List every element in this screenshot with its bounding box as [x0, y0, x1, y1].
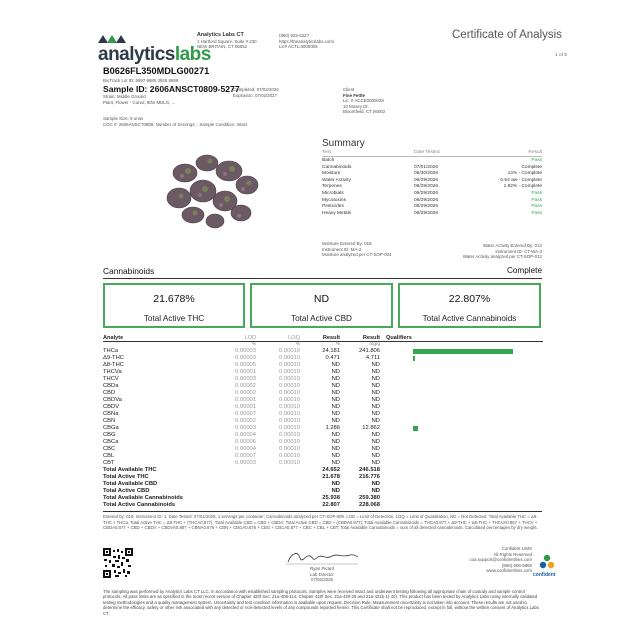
summary-col-test: Test — [322, 150, 331, 155]
analyte-name: CBN — [103, 418, 116, 424]
kpi-label: Total Active Cannabinoids — [422, 314, 517, 323]
summary-result: 0.54 aw - Complete — [500, 177, 542, 183]
analyte-loq: 0.00010 — [279, 348, 300, 354]
analyte-lod: 0.00007 — [235, 453, 256, 459]
summary-col-result: Result — [528, 150, 542, 155]
analyte-result-mg: ND — [371, 453, 380, 459]
sample-meta — [103, 94, 175, 105]
analyte-loq: 0.00010 — [279, 383, 300, 389]
water-entered-by: Water Activity Entered By: 012 — [482, 243, 542, 248]
analyte-row — [103, 453, 543, 460]
analyte-lod: 0.00002 — [235, 390, 256, 396]
total-result-mg: ND — [371, 481, 380, 487]
summary-test: Cannabinoids — [322, 164, 352, 170]
analyte-name: CBGa — [103, 425, 119, 431]
lab-address-line2: NEW BRITAIN, CT 06052 — [197, 44, 248, 50]
analyte-result-mg: ND — [371, 439, 380, 445]
summary-test: Mycotoxins — [322, 197, 346, 203]
analyte-lod: 0.00003 — [235, 376, 256, 382]
analyte-row — [103, 355, 543, 362]
support-phone: (866) 506-5866 — [501, 562, 532, 568]
total-name: Total Active CBD — [103, 488, 150, 494]
summary-row — [322, 204, 542, 211]
analyte-loq: 0.00010 — [279, 460, 300, 466]
brand-logo: analyticslabs — [98, 44, 211, 65]
summary-row — [322, 191, 542, 198]
analyte-result-pct: 24.181 — [322, 348, 340, 354]
analyte-loq: 0.00010 — [279, 390, 300, 396]
kpi-value: ND — [313, 293, 330, 305]
analyte-loq: 0.00010 — [279, 362, 300, 368]
analyte-result-mg: ND — [371, 397, 380, 403]
analyte-row — [103, 446, 543, 453]
total-row — [103, 467, 543, 474]
summary-col-date: Date Tested — [414, 150, 440, 155]
signer-name: Ryan Picard — [310, 566, 334, 571]
total-result-pct: 25.938 — [322, 495, 340, 501]
summary-result: Pass — [531, 210, 542, 216]
total-name: Total Available CBD — [103, 481, 158, 487]
analyte-result-pct: ND — [331, 453, 340, 459]
strain: Strain: Middle Ground — [103, 94, 146, 99]
analyte-result-pct: ND — [331, 446, 340, 452]
expiration-date: Expiration: 07/02/2027 — [233, 92, 277, 98]
moisture-entered-by: Moisture Entered By: 018 — [322, 241, 372, 246]
analyte-loq: 0.00010 — [279, 411, 300, 417]
client-address1: 10 Mosey Dr. — [343, 103, 369, 109]
analyte-loq: 0.00010 — [279, 369, 300, 375]
moisture-method: Moisture analyzed per CT-SOP-004 — [322, 252, 392, 258]
analyte-lod: 0.00003 — [235, 425, 256, 431]
kpi-total-active-cannabinoids — [398, 283, 541, 328]
total-row — [103, 474, 543, 481]
lab-phone: (860) 925-5227 — [279, 33, 310, 38]
col-analyte: Analyte — [103, 335, 124, 341]
total-row — [103, 495, 543, 502]
total-result-pct: 21.678 — [322, 474, 340, 480]
total-result-pct: ND — [331, 481, 340, 487]
unit-result-mg: mg/g — [369, 342, 380, 347]
summary-date: 06/29/2026 — [414, 184, 439, 190]
col-result-pct: Result — [322, 335, 340, 341]
analyte-loq: 0.00010 — [279, 376, 300, 382]
analyte-row — [103, 390, 543, 397]
lab-info — [197, 33, 257, 50]
summary-test: Microbials — [322, 190, 344, 196]
analyte-row — [103, 432, 543, 439]
analyte-name: CBDV — [103, 404, 120, 410]
total-row — [103, 502, 543, 509]
analyte-table — [103, 335, 543, 509]
analyte-result-mg: 241.806 — [359, 348, 380, 354]
lab-license: Lic# ACTL.0000005 — [279, 44, 318, 50]
analyte-result-mg: ND — [371, 390, 380, 396]
analyte-result-mg: 4.711 — [365, 355, 380, 361]
total-name: Total Available Cannabinoids — [103, 495, 183, 501]
analyte-loq: 0.00010 — [279, 432, 300, 438]
total-result-pct: ND — [331, 488, 340, 494]
analyte-name: THCV — [103, 376, 119, 382]
total-row — [103, 481, 543, 488]
analyte-name: THCa — [103, 348, 119, 354]
biotrack-lot-id: BioTrack Lot ID: 5897 9985 3845 8689 — [103, 78, 179, 83]
total-row — [103, 488, 543, 495]
confident-website[interactable]: www.confidentlims.com — [486, 568, 532, 574]
analyte-lod: 0.00001 — [235, 369, 256, 375]
analyte-result-mg: ND — [371, 383, 380, 389]
col-qualifiers: Qualifiers — [386, 335, 412, 341]
moisture-note — [322, 241, 392, 258]
analyte-name: CBC — [103, 446, 116, 452]
analyte-result-mg: ND — [371, 418, 380, 424]
summary-date: 06/29/2026 — [414, 210, 439, 216]
analyte-result-pct: ND — [331, 418, 340, 424]
kpi-value: 21.678% — [153, 293, 195, 305]
col-loq: LOQ — [288, 335, 300, 341]
analyte-row — [103, 383, 543, 390]
summary-date: 06/29/2026 — [414, 197, 439, 203]
client-label: Client — [343, 87, 355, 92]
analyte-row — [103, 362, 543, 369]
lab-website[interactable]: https://theanalyticslabs.com/ — [279, 38, 335, 44]
moisture-instrument: Instrument ID: MA-2 — [322, 246, 362, 252]
analyte-result-pct: ND — [331, 390, 340, 396]
summary-header — [322, 150, 542, 157]
kpi-label: Total Active THC — [143, 314, 205, 323]
analyte-result-mg: ND — [371, 362, 380, 368]
analyte-row — [103, 369, 543, 376]
cannabinoids-title: Cannabinoids — [103, 266, 155, 276]
analyte-name: Δ9-THC — [103, 355, 124, 361]
document-title: Certificate of Analysis — [452, 29, 562, 41]
summary-test: Pesticides — [322, 204, 344, 210]
water-activity-note — [420, 243, 542, 260]
lab-name: Analytics Labs CT — [197, 32, 244, 38]
analyte-name: CBG — [103, 432, 116, 438]
analyte-name: CBDVa — [103, 397, 122, 403]
analyte-lod: 0.00004 — [235, 446, 256, 452]
footnote-divider — [103, 511, 542, 512]
water-method: Water Activity analyzed per CT-SOP-012 — [462, 254, 542, 260]
analyte-result-mg: ND — [371, 432, 380, 438]
page-number: 1 of 5 — [555, 53, 568, 58]
sample-id: Sample ID: 2606ANSCT0809-5277 — [103, 84, 240, 94]
analyte-result-pct: ND — [331, 369, 340, 375]
summary-row — [322, 171, 542, 178]
analyte-name: CBDa — [103, 383, 119, 389]
analyte-result-pct: ND — [331, 404, 340, 410]
sample-dates — [233, 87, 279, 98]
analyte-result-mg: ND — [371, 446, 380, 452]
analyte-row — [103, 418, 543, 425]
analyte-loq: 0.00010 — [279, 355, 300, 361]
analyte-loq: 0.00010 — [279, 418, 300, 424]
qr-code-icon[interactable] — [103, 548, 133, 578]
analyte-row — [103, 348, 543, 355]
analyte-loq: 0.00010 — [279, 425, 300, 431]
analyte-lod: 0.00006 — [235, 439, 256, 445]
analyte-lod: 0.00002 — [235, 383, 256, 389]
total-name: Total Available THC — [103, 467, 157, 473]
analyte-loq: 0.00010 — [279, 439, 300, 445]
analyte-row — [103, 439, 543, 446]
analyte-result-pct: ND — [331, 397, 340, 403]
analyte-result-pct: 0.471 — [325, 355, 340, 361]
analyte-lod: 0.00005 — [235, 362, 256, 368]
analyte-bar — [413, 426, 418, 431]
analyte-name: Δ8-THC — [103, 362, 124, 368]
analyte-result-mg: ND — [371, 369, 380, 375]
client-address2: Bloomfield, CT 06002 — [343, 109, 386, 115]
sample-photo — [155, 143, 275, 235]
signature-image — [282, 548, 362, 566]
signer-title: Lab Director — [310, 571, 334, 577]
analyte-lod: 0.00004 — [235, 432, 256, 438]
total-name: Total Active Cannabinoids — [103, 502, 176, 508]
kpi-label: Total Active CBD — [291, 314, 352, 323]
client-block — [343, 87, 385, 115]
summary-result: 1.82% - Complete — [503, 184, 542, 190]
total-result-pct: 24.652 — [322, 467, 340, 473]
analyte-row — [103, 376, 543, 383]
analyte-name: THCVa — [103, 369, 122, 375]
summary-date: 06/29/2026 — [414, 190, 439, 196]
kpi-value: 22.807% — [448, 293, 491, 305]
summary-test: Heavy Metals — [322, 210, 352, 216]
analyte-result-pct: ND — [331, 411, 340, 417]
total-result-pct: 22.807 — [322, 502, 340, 508]
analyte-result-pct: ND — [331, 376, 340, 382]
summary-result: Pass — [531, 204, 542, 210]
analyte-lod: 0.00001 — [235, 404, 256, 410]
analyte-result-mg: ND — [371, 460, 380, 466]
analyte-result-pct: ND — [331, 432, 340, 438]
summary-date: 06/30/2026 — [414, 171, 439, 177]
analyte-row — [103, 425, 543, 432]
summary-test: Terpenes — [322, 184, 342, 190]
summary-result: Pass — [531, 190, 542, 196]
completed-date: Completed: 07/02/2026 — [233, 87, 279, 92]
lab-address-line1: 1 Hartford Square, Suite # 230 — [197, 38, 257, 44]
total-result-mg: 228.068 — [359, 502, 380, 508]
analyte-row — [103, 404, 543, 411]
analyte-bar — [413, 356, 415, 361]
section-divider — [103, 278, 542, 279]
signer-date: 07/02/2026 — [311, 577, 333, 583]
total-result-mg: ND — [371, 488, 380, 494]
summary-result: Pass — [531, 158, 542, 163]
summary-row — [322, 158, 542, 165]
disclaimer: The sampling was performed by Analytics Labs CT LLC, in accordance with established sampling protocols. Samples were received intact and underwent testing following all appropriate chain of custody and sample control protocols. All pass limits are as specified in the most recent version of Chapter 420f Sec. 21a-408-114, Chapter 420f Sec. 21a-420-29 and 21a-421b-1(-40). This product has been tested by Analytics Labs using internally validated testing methodologies and a quality management system. Uncertainty and test condition information is available upon request. Decision Rule: Measurement uncertainty is not taken into account. These results are not used to determine the efficacy, safety or other risk associated with any detected or non-detected levels of any compounds reported herein. This Certificate shall not be reproduced, except in full, without the written consent of Analytics Labs CT. — [103, 589, 539, 616]
summary-date: 06/29/2026 — [414, 177, 439, 183]
analyte-table-header — [103, 335, 543, 342]
summary-row — [322, 184, 542, 191]
analyte-name: CBCa — [103, 439, 119, 445]
summary-row — [322, 211, 542, 218]
summary-date: 06/29/2026 — [414, 204, 439, 210]
matrix: Plant, Flower - Cured, 8ths MDLG, ... — [103, 99, 176, 105]
batch-code: B0626FL350MDLG00271 — [103, 66, 210, 76]
analyte-name: CBT — [103, 460, 115, 466]
summary-title: Summary — [322, 138, 365, 149]
confident-logo-icon — [538, 553, 556, 571]
confident-name: Confident LIMS — [501, 546, 532, 551]
kpi-total-active-cbd — [250, 283, 393, 328]
summary-table — [322, 150, 542, 217]
analyte-result-mg: ND — [371, 411, 380, 417]
total-result-mg: 216.776 — [359, 474, 380, 480]
analyte-loq: 0.00010 — [279, 404, 300, 410]
analyte-row — [103, 397, 543, 404]
summary-date: 07/01/2026 — [414, 164, 439, 170]
total-result-mg: 259.380 — [359, 495, 380, 501]
kpi-total-active-thc — [103, 283, 245, 328]
sample-size: Sample Size: 9 units — [103, 116, 144, 121]
col-result-mg: Result — [362, 335, 380, 341]
signer-block — [282, 566, 362, 583]
analyte-lod: 0.00003 — [235, 348, 256, 354]
analyte-result-pct: ND — [331, 383, 340, 389]
analyte-name: CBL — [103, 453, 115, 459]
analyte-lod: 0.00002 — [235, 418, 256, 424]
analyte-result-mg: 12.862 — [362, 425, 380, 431]
analyte-result-pct: 1.286 — [325, 425, 340, 431]
analyte-name: CBNa — [103, 411, 119, 417]
summary-date — [414, 158, 474, 165]
analyte-row — [103, 411, 543, 418]
total-result-mg: 246.518 — [359, 467, 380, 473]
cannabinoid-footnote: Entered by: 019; Instrument ID: 1; Date Tested: 07/01/2026; 1 servings per container; Cannabinoids analyzed per CT-SOP-009. LOD = Limit of Detection, LOQ = Limit of Quantitation, ND = Not Detected. Total Available THC = Δ9-THC + THCa, Total Active THC = Δ9-THC + (THCA0.877); Total Available CBD = CBD + CBDA; Total Active CBD = CBD + (CBDA0.877); Total Available Cannabinoids = THCA0.877 + Δ9-THC + Δ8-THC + THCVA0.867 + THCV + CBDA0.877 + CBD + CBDV + CBDVA0.867 + CBNA0.876 + CBN + CBGA0.878 + CBG + CBCA0.877 + CBC + CBL + CBT; Total Available Cannabinoids = sum of all detected cannabinoids. Calculated percentages by dry weight. — [103, 514, 538, 530]
analyte-loq: 0.00010 — [279, 397, 300, 403]
summary-test: Batch — [322, 158, 335, 163]
col-lod: LOD — [244, 335, 256, 341]
analyte-row — [103, 460, 543, 467]
summary-test: Moisture — [322, 171, 341, 177]
client-name: Fine Fettle — [343, 92, 365, 98]
analyte-bar — [413, 349, 513, 354]
analyte-name: CBD — [103, 390, 116, 396]
unit-lod: % — [251, 342, 256, 347]
support-email[interactable]: coa.support@confidentlims.com — [469, 557, 532, 563]
analyte-lod: 0.00007 — [235, 411, 256, 417]
analyte-result-mg: ND — [371, 376, 380, 382]
unit-loq: % — [295, 342, 300, 347]
water-instrument: Instrument ID: CT-WA-3 — [495, 248, 542, 254]
rights-reserved: All Rights Reserved — [493, 551, 532, 557]
analyte-result-pct: ND — [331, 439, 340, 445]
analyte-loq: 0.00010 — [279, 446, 300, 452]
total-name: Total Active THC — [103, 474, 149, 480]
analyte-lod: 0.00001 — [235, 397, 256, 403]
summary-result: 14% - Complete — [507, 171, 542, 177]
summary-result: Pass — [531, 197, 542, 203]
cannabinoids-status: Complete — [506, 266, 542, 275]
analyte-lod: 0.00003 — [235, 355, 256, 361]
analyte-result-pct: ND — [331, 460, 340, 466]
lab-contact — [279, 33, 334, 50]
client-license: Lic. # ACCE0000028 — [343, 98, 384, 104]
confident-logo-text: confident — [533, 572, 556, 578]
analyte-result-pct: ND — [331, 362, 340, 368]
analyte-lod: 0.00003 — [235, 460, 256, 466]
coc-line: COC #: 2606ANSCT0809; Number of Servings: ; Sample Condition: Intact — [103, 122, 248, 127]
confident-info — [452, 546, 532, 574]
unit-result-pct: % — [335, 342, 340, 347]
analyte-result-mg: ND — [371, 404, 380, 410]
summary-result: Complete — [521, 164, 542, 170]
analyte-loq: 0.00010 — [279, 453, 300, 459]
summary-test: Water Activity — [322, 177, 351, 183]
